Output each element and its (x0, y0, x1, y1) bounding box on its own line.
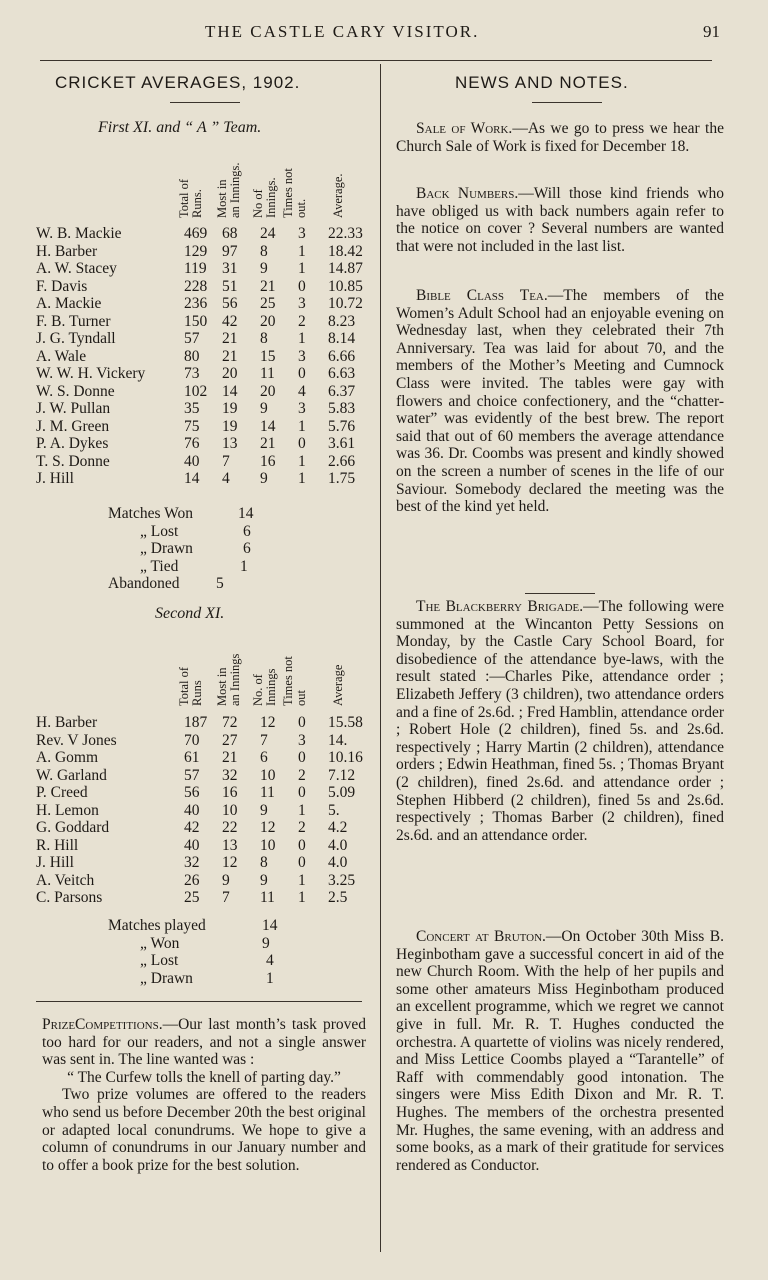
stat-cell: 31 (222, 260, 238, 277)
stat-cell: 21 (222, 749, 238, 766)
stat-cell: 102 (184, 382, 208, 400)
summary-value: 14 (238, 505, 254, 522)
stat-cell: 35 (184, 400, 200, 417)
stat-cell: 2.5 (328, 889, 348, 906)
summary-value: 5 (216, 575, 224, 593)
first-xi-subtitle: First XI. and “ A ” Team. (98, 119, 262, 136)
column-header: Average (331, 664, 345, 706)
stat-cell: 1 (298, 452, 306, 470)
stat-cell: 32 (184, 854, 200, 871)
news-text: —The following were summoned at the Wincanton Petty Sessions on Monday, by the Castle Cary School Board, for disobedience of the attendance bye-laws, with the result stated :—Charles Pike, attendance order ; Elizabeth Jeffery (3 children), two attendance orders and a fine of 2s.6d. ; Fred Hamblin, attendance order ; Robert Hole (2 children), fined 5s. and 2s.6d. respectively ; Harry Martin (2 children), attendance orders ; Edwin Heathman, fined 5s. ; Thomas Bryant (2 children), fined 2s.6d. and attendance order ; Stephen Hibberd (2 children), fined 5s and 2s.6d. respectively ; Thomas Barber (2 children), fined 2s.6d. and an attendance order. (396, 598, 724, 844)
stat-cell: 6 (260, 749, 268, 766)
summary-value: 6 (243, 540, 251, 558)
stat-cell: 18.42 (328, 242, 363, 260)
player-name: Rev. V Jones (36, 731, 117, 749)
stat-cell: 2 (298, 819, 306, 836)
player-name: W. B. Mackie (36, 225, 122, 242)
stat-cell: 7 (260, 731, 268, 749)
summary-label: Matches played (108, 917, 206, 934)
player-name: A. Gomm (36, 749, 98, 766)
stat-cell: 1 (298, 417, 306, 435)
player-name: T. S. Donne (36, 452, 110, 470)
stat-cell: 8 (260, 242, 268, 260)
stat-cell: 97 (222, 242, 238, 260)
table-row (36, 837, 376, 854)
stat-cell: 25 (260, 295, 276, 312)
stat-cell: 4.2 (328, 819, 348, 836)
stat-cell: 469 (184, 225, 208, 242)
stat-cell: 20 (260, 382, 276, 400)
stat-cell: 0 (298, 836, 306, 854)
stat-cell: 9 (260, 400, 268, 417)
stat-cell: 236 (184, 295, 208, 312)
stat-cell: 9 (260, 470, 268, 487)
summary-value: 14 (262, 917, 278, 934)
player-name: H. Lemon (36, 801, 99, 819)
stat-cell: 22.33 (328, 225, 363, 242)
player-name: W. W. H. Vickery (36, 365, 146, 382)
news-divider-rule (525, 593, 595, 594)
stat-cell: 32 (222, 766, 238, 784)
player-name: J. Hill (36, 470, 74, 487)
table-row (36, 732, 376, 749)
stat-cell: 70 (184, 731, 200, 749)
table-row (36, 802, 376, 819)
stat-cell: 76 (184, 435, 200, 452)
stat-cell: 0 (298, 784, 306, 801)
stat-cell: 40 (184, 801, 200, 819)
player-name: P. A. Dykes (36, 435, 109, 452)
stat-cell: 72 (222, 714, 238, 731)
stat-cell: 26 (184, 871, 200, 889)
player-name: W. S. Donne (36, 382, 115, 400)
news-heading: Concert at Bruton. (416, 928, 546, 945)
player-name: J. W. Pullan (36, 400, 111, 417)
summary-label: Matches Won (108, 505, 193, 522)
stat-cell: 13 (222, 435, 238, 452)
stat-cell: 0 (298, 365, 306, 382)
table-row (36, 767, 376, 784)
stat-cell: 228 (184, 277, 208, 295)
table-row (36, 348, 376, 365)
column-header: Total of Runs. (177, 178, 204, 218)
stat-cell: 5. (328, 801, 340, 819)
stat-cell: 22 (222, 819, 238, 836)
stat-cell: 129 (184, 242, 208, 260)
running-title: THE CASTLE CARY VISITOR. (205, 22, 480, 41)
stat-cell: 14.87 (328, 260, 363, 277)
stat-cell: 7 (222, 452, 230, 470)
stat-cell: 8 (260, 330, 268, 347)
stat-cell: 68 (222, 225, 238, 242)
page-number: 91 (703, 22, 720, 41)
stat-cell: 1 (298, 260, 306, 277)
stat-cell: 1 (298, 242, 306, 260)
stat-cell: 12 (260, 714, 276, 731)
summary-value: 1 (266, 969, 274, 987)
title-rule (170, 102, 240, 103)
column-header: Times not out (281, 656, 308, 706)
column-header: No of Innings. (251, 177, 278, 218)
table-row (36, 749, 376, 766)
prize-offer: Two prize volumes are offered to the readers who send us before December 20th the best original or adapted local conundrums. We hope to give a column of conundrums in our January number and to offer a book prize for the best solution. (42, 1086, 366, 1174)
column-header: Most in an Innings (215, 653, 242, 706)
stat-cell: 12 (260, 819, 276, 836)
player-name: H. Barber (36, 714, 98, 731)
player-name: R. Hill (36, 836, 79, 854)
summary-value: 4 (266, 952, 274, 970)
stat-cell: 10.72 (328, 295, 363, 312)
summary-value: 1 (240, 557, 248, 575)
news-text: —The members of the Women’s Adult School had an enjoyable evening on Wednesday last, when they celebrated their 7th Anniversary. Tea was laid for about 70, and the members of the Mother’s Meeting and Cumnock Class were invited. The tables were gay with flowers and choice confectionery, and the “chatter-water” was evidently of the best brew. The report said that out of 60 members the average attendance was 36. Dr. Coombs was present and kindly showed on the screen a number of scenes in the life of our Saviour. Somebody declared the meeting was the best of the kind yet held. (396, 287, 724, 516)
player-name: P. Creed (36, 784, 88, 801)
stat-cell: 27 (222, 731, 238, 749)
stat-cell: 9 (260, 871, 268, 889)
stat-cell: 5.09 (328, 784, 356, 801)
stat-cell: 10.16 (328, 749, 363, 766)
stat-cell: 9 (222, 871, 230, 889)
stat-cell: 21 (222, 330, 238, 347)
player-name: J. M. Green (36, 417, 110, 435)
table-row (36, 225, 376, 242)
stat-cell: 25 (184, 889, 200, 906)
player-name: A. Mackie (36, 295, 102, 312)
stat-cell: 8 (260, 854, 268, 871)
news-item-blackberry-brigade (396, 598, 724, 844)
player-name: F. B. Turner (36, 312, 111, 330)
stat-cell: 187 (184, 714, 208, 731)
summary-label: „ Won (140, 934, 180, 952)
second-xi-subtitle: Second XI. (155, 605, 225, 622)
header-rule (40, 60, 712, 61)
table-row (36, 453, 376, 470)
stat-cell: 119 (184, 260, 207, 277)
stat-cell: 1 (298, 871, 306, 889)
stat-cell: 19 (222, 417, 238, 435)
stat-cell: 6.66 (328, 347, 356, 365)
player-name: C. Parsons (36, 889, 103, 906)
stat-cell: 3 (298, 347, 306, 365)
news-notes-title: NEWS AND NOTES. (455, 73, 629, 92)
table-row (36, 784, 376, 801)
stat-cell: 14 (184, 470, 200, 487)
stat-cell: 21 (260, 435, 276, 452)
stat-cell: 2.66 (328, 452, 356, 470)
stat-cell: 56 (184, 784, 200, 801)
stat-cell: 4 (298, 382, 306, 400)
stat-cell: 40 (184, 836, 200, 854)
news-text: —Will those kind friends who have obliged us with back numbers again refer to the notice on cover ? Several numbers are wanted that were not included in the last list. (396, 185, 725, 255)
stat-cell: 21 (260, 277, 276, 295)
summary-label: „ Tied (140, 557, 179, 575)
stat-cell: 14 (222, 382, 238, 400)
news-item-back-numbers (396, 185, 724, 255)
table-row (36, 435, 376, 452)
player-name: F. Davis (36, 277, 88, 295)
stat-cell: 3.61 (328, 435, 356, 452)
stat-cell: 13 (222, 836, 238, 854)
table-row (36, 260, 376, 277)
stat-cell: 14 (260, 417, 276, 435)
stat-cell: 3 (298, 295, 306, 312)
player-name: J. Hill (36, 854, 74, 871)
stat-cell: 10 (260, 766, 276, 784)
prize-competitions (42, 1016, 366, 1174)
player-name: A. W. Stacey (36, 260, 117, 277)
stat-cell: 4.0 (328, 836, 348, 854)
stat-cell: 5.83 (328, 400, 356, 417)
stat-cell: 73 (184, 365, 200, 382)
stat-cell: 3 (298, 225, 306, 242)
stat-cell: 56 (222, 295, 238, 312)
stat-cell: 6.63 (328, 365, 356, 382)
stat-cell: 15.58 (328, 714, 363, 731)
prize-heading: PrizeCompetitions. (42, 1016, 163, 1033)
stat-cell: 0 (298, 854, 306, 871)
player-name: G. Goddard (36, 819, 110, 836)
stat-cell: 57 (184, 766, 200, 784)
news-heading: Sale of Work. (416, 120, 513, 137)
summary-label: Abandoned (108, 575, 180, 593)
stat-cell: 61 (184, 749, 200, 766)
stat-cell: 9 (260, 260, 268, 277)
column-divider (380, 64, 381, 1252)
player-name: W. Garland (36, 766, 107, 784)
summary-label: „ Lost (140, 952, 179, 970)
stat-cell: 20 (222, 365, 238, 382)
stat-cell: 24 (260, 225, 276, 242)
stat-cell: 12 (222, 854, 238, 871)
table-row (36, 295, 376, 312)
stat-cell: 0 (298, 714, 306, 731)
stat-cell: 16 (222, 784, 238, 801)
stat-cell: 11 (260, 365, 275, 382)
table-row (36, 313, 376, 330)
stat-cell: 1.75 (328, 470, 356, 487)
table-row (36, 714, 376, 731)
player-name: J. G. Tyndall (36, 330, 116, 347)
stat-cell: 0 (298, 749, 306, 766)
stat-cell: 10 (260, 836, 276, 854)
prize-quote: “ The Curfew tolls the knell of parting day.” (67, 1068, 341, 1086)
table-row (36, 470, 376, 487)
table-row (36, 330, 376, 347)
stat-cell: 0 (298, 435, 306, 452)
table-row (36, 383, 376, 400)
table-row (36, 400, 376, 417)
summary-label: „ Lost (140, 522, 179, 540)
stat-cell: 10.85 (328, 277, 363, 295)
table-row (36, 872, 376, 889)
stat-cell: 16 (260, 452, 276, 470)
stat-cell: 14. (328, 731, 348, 749)
news-item-sale-of-work (396, 120, 724, 155)
stat-cell: 3 (298, 731, 306, 749)
prize-intro: —Our last month’s task proved too hard for our readers, and not a single answer was sent in. The line wanted was : (42, 1016, 366, 1069)
news-item-bible-class-tea (396, 287, 724, 516)
player-name: A. Veitch (36, 871, 95, 889)
cricket-averages-title: CRICKET AVERAGES, 1902. (55, 73, 301, 92)
section-divider (36, 1001, 362, 1002)
stat-cell: 1 (298, 801, 306, 819)
summary-value: 9 (262, 934, 270, 952)
stat-cell: 10 (222, 801, 238, 819)
summary-value: 6 (243, 522, 251, 540)
stat-cell: 2 (298, 766, 306, 784)
summary-label: „ Drawn (140, 969, 193, 987)
stat-cell: 57 (184, 330, 200, 347)
stat-cell: 4 (222, 470, 230, 487)
column-header: Times not out. (281, 168, 308, 218)
news-heading: Back Numbers. (416, 185, 519, 202)
stat-cell: 21 (222, 347, 238, 365)
stat-cell: 20 (260, 312, 276, 330)
stat-cell: 0 (298, 277, 306, 295)
stat-cell: 7.12 (328, 766, 356, 784)
table-row (36, 278, 376, 295)
stat-cell: 2 (298, 312, 306, 330)
stat-cell: 51 (222, 277, 238, 295)
stat-cell: 9 (260, 801, 268, 819)
page-header (0, 22, 768, 52)
news-heading: Bible Class Tea. (416, 287, 548, 304)
stat-cell: 11 (260, 889, 275, 906)
player-name: A. Wale (36, 347, 87, 365)
stat-cell: 80 (184, 347, 200, 365)
stat-cell: 19 (222, 400, 238, 417)
summary-label: „ Drawn (140, 540, 193, 558)
table-row (36, 889, 376, 906)
news-title-rule (532, 102, 602, 103)
stat-cell: 42 (184, 819, 200, 836)
stat-cell: 1 (298, 330, 306, 347)
news-text: —As we go to press we hear the Church Sale of Work is fixed for December 18. (396, 120, 724, 155)
stat-cell: 8.23 (328, 312, 356, 330)
table-row (36, 819, 376, 836)
news-text: —On October 30th Miss B. Heginbotham gave a successful concert in aid of the new Church Room. With the help of her pupils and some other amateurs Miss Heginbotham produced an excellent programme, which we regret we cannot give in full. Mr. R. T. Hughes conducted the orchestra. A quartette of violins was nicely rendered, and Miss Lettice Coombs played a “Tarantelle” of Raff with commendably good intonation. The singers were Miss Edith Dixon and Mr. R. T. Hughes. The members of the orchestra presented Mr. Hughes, the same evening, with an address and some books, as a mark of their gratitude for services rendered as Conductor. (396, 928, 724, 1174)
table-row (36, 854, 376, 871)
stat-cell: 150 (184, 312, 208, 330)
stat-cell: 7 (222, 889, 230, 906)
stat-cell: 1 (298, 889, 306, 906)
column-header: No. of Innings (251, 668, 278, 706)
stat-cell: 3.25 (328, 871, 356, 889)
stat-cell: 75 (184, 417, 200, 435)
column-header: Average. (331, 173, 345, 218)
column-header: Most in an Innings. (215, 162, 242, 218)
player-name: H. Barber (36, 242, 98, 260)
stat-cell: 1 (298, 470, 306, 487)
stat-cell: 40 (184, 452, 200, 470)
stat-cell: 4.0 (328, 854, 348, 871)
stat-cell: 3 (298, 400, 306, 417)
stat-cell: 15 (260, 347, 276, 365)
news-heading: The Blackberry Brigade. (416, 598, 584, 615)
table-row (36, 365, 376, 382)
stat-cell: 8.14 (328, 330, 356, 347)
table-row (36, 418, 376, 435)
news-item-concert-at-bruton (396, 928, 724, 1174)
stat-cell: 6.37 (328, 382, 356, 400)
column-header: Total of Runs (177, 666, 204, 706)
stat-cell: 42 (222, 312, 238, 330)
stat-cell: 11 (260, 784, 275, 801)
stat-cell: 5.76 (328, 417, 356, 435)
table-row (36, 243, 376, 260)
